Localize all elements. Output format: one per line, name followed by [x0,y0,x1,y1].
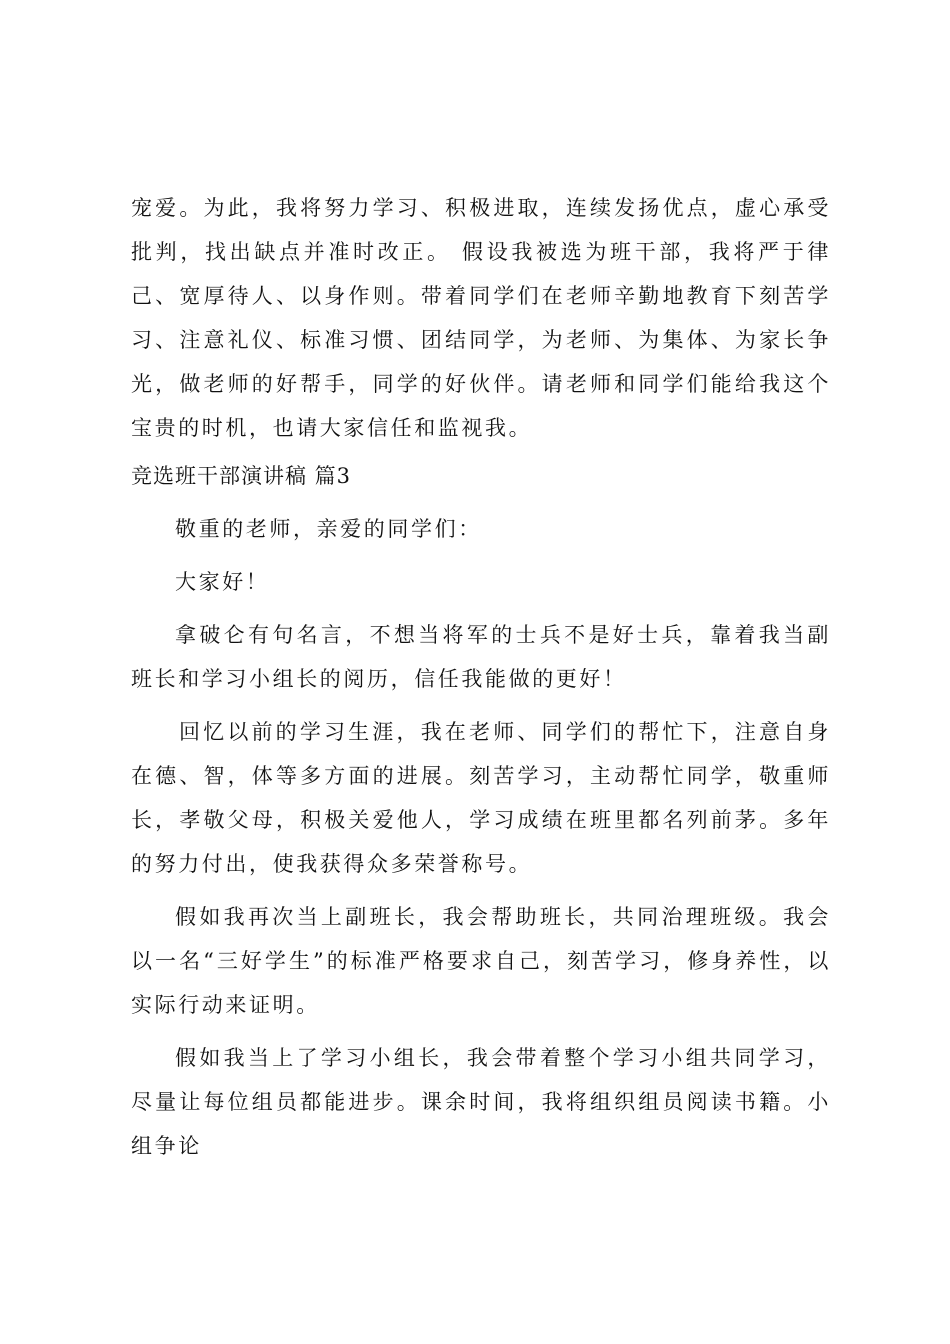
body-paragraph-2: 回忆以前的学习生涯，我在老师、同学们的帮忙下，注意自身在德、智，体等多方面的进展。刻苦学习，主动帮忙同学，敬重师长，孝敬父母，积极关爱他人，学习成绩在班里都名列前茅。多年的努力付出，使我获得众多荣誉称号。 [131,720,831,876]
document-body [131,186,831,1168]
body-paragraph-4: 假如我当上了学习小组长，我会带着整个学习小组共同学习，尽量让每位组员都能进步。课余时间，我将组织组员阅读书籍。小组争论 [131,1046,831,1158]
section-heading: 竞选班干部演讲稿 篇3 [131,464,352,488]
body-paragraph-1: 拿破仑有句名言，不想当将军的士兵不是好士兵，靠着我当副班长和学习小组长的阅历，信任我能做的更好！ [131,623,831,691]
salutation-line: 大家好！ [175,570,270,594]
body-paragraph-3: 假如我再次当上副班长，我会帮助班长，共同治理班级。我会以一名“三好学生”的标准严格要求自己，刻苦学习，修身养性，以实际行动来证明。 [131,905,831,1017]
continued-paragraph: 宠爱。为此，我将努力学习、积极进取，连续发扬优点，虚心承受批判，找出缺点并准时改正。 假设我被选为班干部，我将严于律己、宽厚待人、以身作则。带着同学们在老师辛勤地教育下刻苦学习、注意礼仪、标准习惯、团结同学，为老师、为集体、为家长争光，做老师的好帮手，同学的好伙伴。请老师和同学们能给我这个宝贵的时机，也请大家信任和监视我。 [131,196,831,440]
greeting-line: 敬重的老师，亲爱的同学们： [175,517,482,541]
